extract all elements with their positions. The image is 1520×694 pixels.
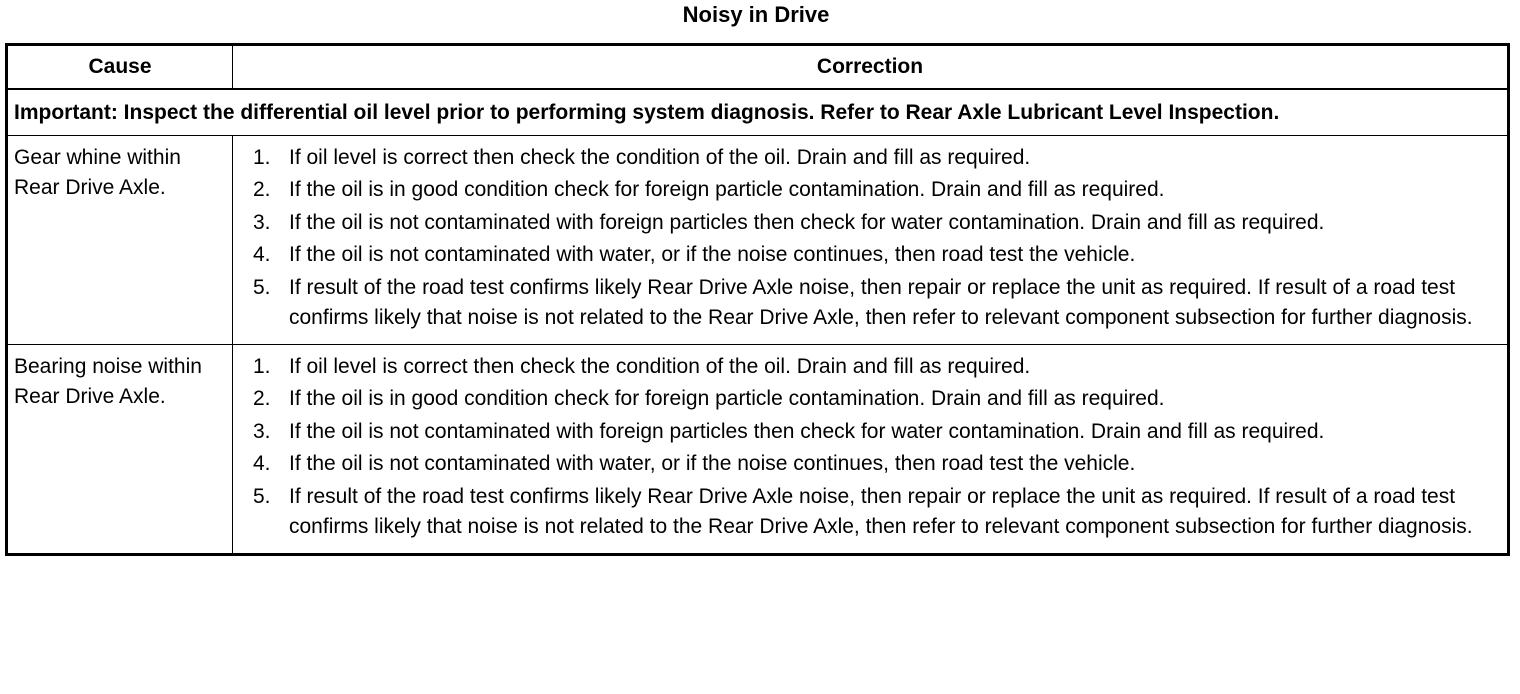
step-text: If the oil is not contaminated with water, or if the noise continues, then road test the vehicle. [289, 452, 1136, 475]
correction-steps [253, 143, 1501, 334]
step-item [253, 143, 1501, 174]
table-row [7, 135, 1509, 344]
cause-header: Cause [7, 45, 233, 90]
important-note: Important: Inspect the differential oil level prior to performing system diagnosis. Refer to Rear Axle Lubricant Level Inspection. [7, 89, 1509, 135]
important-row [7, 89, 1509, 135]
correction-steps [253, 352, 1501, 543]
step-number: 1. [253, 354, 271, 378]
step-number: 5. [253, 484, 271, 508]
step-number: 4. [253, 452, 271, 475]
header-row [7, 45, 1509, 90]
page-title: Noisy in Drive [682, 2, 830, 27]
step-number: 3. [253, 210, 271, 234]
table-row [7, 344, 1509, 554]
correction-header: Correction [233, 45, 1509, 90]
step-item [253, 175, 1501, 206]
step-text: If the oil is not contaminated with foreign particles then check for water contamination. Drain and fill as required. [289, 419, 1325, 443]
step-text: If the oil is in good condition check for foreign particle contamination. Drain and fill as required. [289, 387, 1165, 410]
step-item [253, 208, 1501, 239]
step-text: If result of the road test confirms likely Rear Drive Axle noise, then repair or replace the unit as required. If result of a road test confirms likely that noise is not related to the Rear Drive Axle, then refer to relevant component subsection for further diagnosis. [289, 484, 1473, 538]
step-number: 2. [253, 178, 271, 201]
step-number: 2. [253, 387, 271, 410]
step-item [253, 417, 1501, 448]
step-text: If the oil is not contaminated with water, or if the noise continues, then road test the vehicle. [289, 243, 1136, 266]
correction-cell [233, 135, 1509, 344]
step-number: 3. [253, 419, 271, 443]
cause-cell: Gear whine within Rear Drive Axle. [7, 135, 233, 344]
step-text: If oil level is correct then check the condition of the oil. Drain and fill as required. [289, 354, 1031, 378]
step-item [253, 482, 1501, 543]
step-item [253, 273, 1501, 334]
step-text: If the oil is not contaminated with foreign particles then check for water contamination. Drain and fill as required. [289, 210, 1325, 234]
correction-cell [233, 344, 1509, 554]
cause-cell: Bearing noise within Rear Drive Axle. [7, 344, 233, 554]
step-item [253, 384, 1501, 415]
step-item [253, 240, 1501, 271]
step-item [253, 449, 1501, 480]
step-number: 4. [253, 243, 271, 266]
step-text: If result of the road test confirms likely Rear Drive Axle noise, then repair or replace the unit as required. If result of a road test confirms likely that noise is not related to the Rear Drive Axle, then refer to relevant component subsection for further diagnosis. [289, 275, 1473, 329]
step-text: If the oil is in good condition check for foreign particle contamination. Drain and fill as required. [289, 178, 1165, 201]
step-number: 1. [253, 145, 271, 169]
step-item [253, 352, 1501, 383]
step-text: If oil level is correct then check the condition of the oil. Drain and fill as required. [289, 145, 1031, 169]
step-number: 5. [253, 275, 271, 299]
diagnosis-table [5, 43, 1510, 556]
